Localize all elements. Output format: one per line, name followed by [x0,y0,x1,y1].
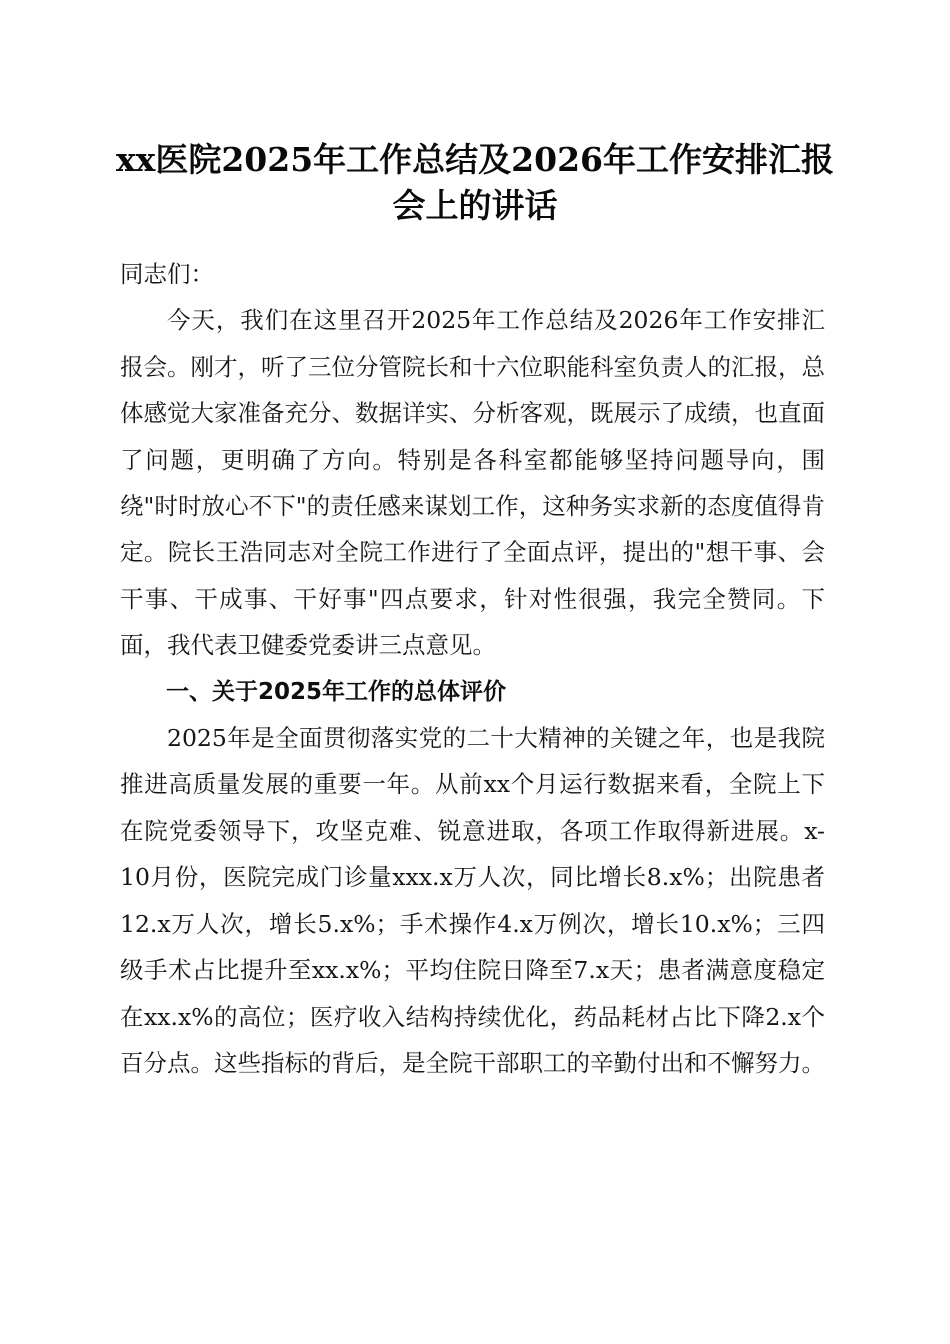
document-title: xx医院2025年工作总结及2026年工作安排汇报会上的讲话 [115,140,835,225]
opening-paragraph: 今天，我们在这里召开2025年工作总结及2026年工作安排汇报会。刚才，听了三位分管院长和十六位职能科室负责人的汇报，总体感觉大家准备充分、数据详实、分析客观，既展示了成绩，也直面了问题，更明确了方向。特别是各科室都能够坚持问题导向，围绕"时时放心不下"的责任感来谋划工作，这种务实求新的态度值得肯定。院长王浩同志对全院工作进行了全面点评，提出的"想干事、会干事、干成事、干好事"四点要求，针对性很强，我完全赞同。下面，我代表卫健委党委讲三点意见。 [120,306,825,660]
section-heading: 一、关于2025年工作的总体评价 [166,678,507,705]
document-body [120,251,825,1086]
evaluation-paragraph: 2025年是全面贯彻落实党的二十大精神的关键之年，也是我院推进高质量发展的重要一年。从前xx个月运行数据来看，全院上下在院党委领导下，攻坚克难、锐意进取，各项工作取得新进展。x-10月份，医院完成门诊量xxx.x万人次，同比增长8.x%；出院患者12.x万人次，增长5.x%；手术操作4.x万例次，增长10.x%；三四级手术占比提升至xx.x%；平均住院日降至7.x天；患者满意度稳定在xx.x%的高位；医疗收入结构持续优化，药品耗材占比下降2.x个百分点。这些指标的背后，是全院干部职工的辛勤付出和不懈努力。 [120,724,825,1077]
salutation: 同志们： [120,260,214,288]
